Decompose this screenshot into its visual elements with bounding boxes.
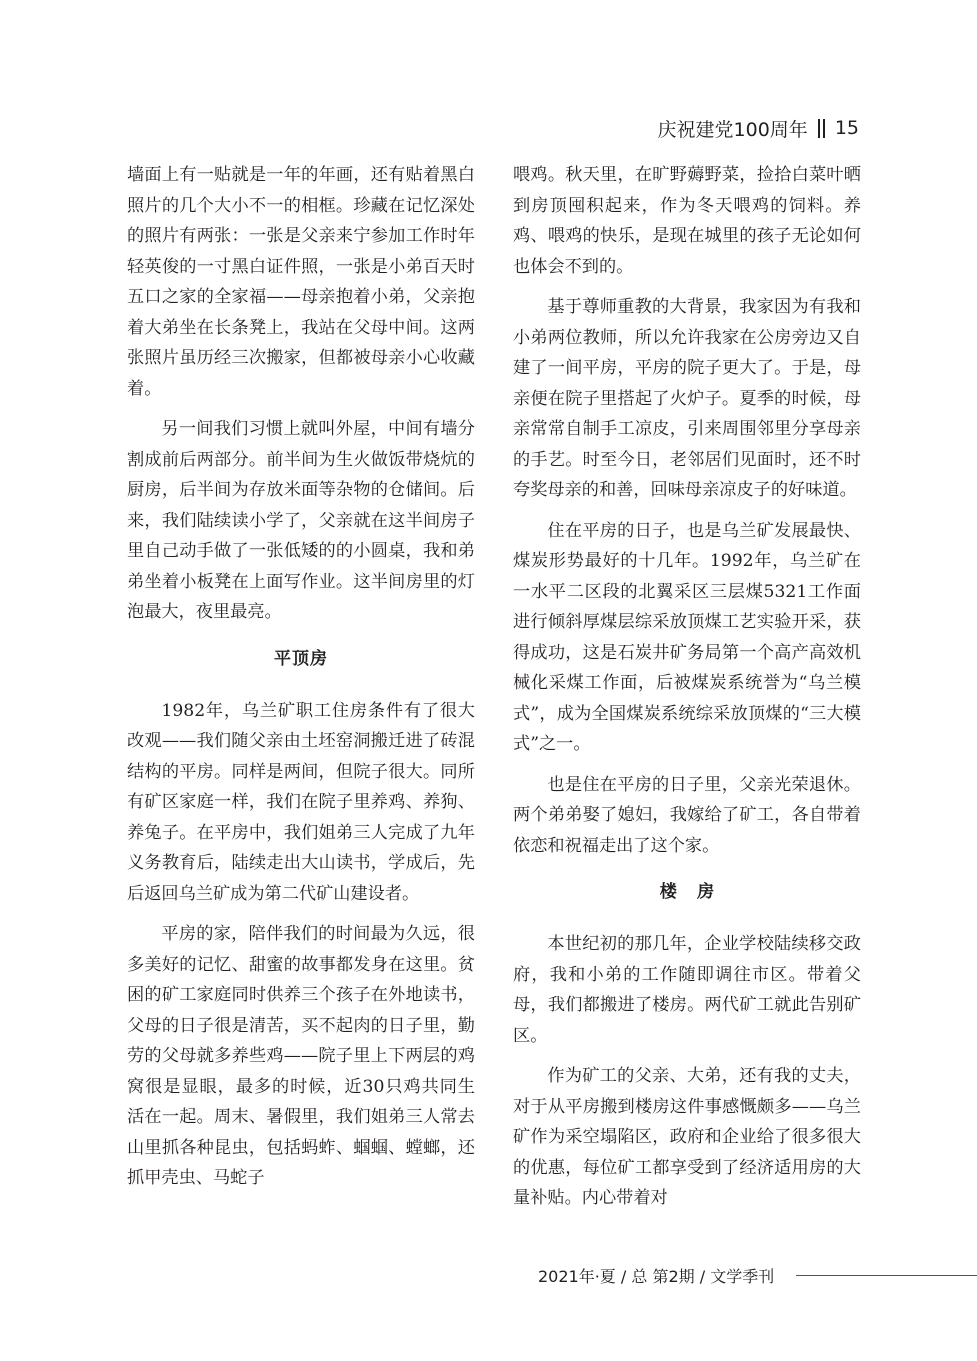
paragraph: 墙面上有一贴就是一年的年画，还有贴着黑白照片的几个大小不一的相框。珍藏在记忆深处的照片有两张：一张是父亲来宁参加工作时年轻英俊的一寸黑白证件照，一张是小弟百天时五口之家的全家福——母亲抱着小弟，父亲抱着大弟坐在长条凳上，我站在父母中间。这两张照片虽历经三次搬家，但都被母亲小心收藏着。 — [127, 165, 475, 399]
paragraph: 喂鸡。秋天里，在旷野薅野菜，捡拾白菜叶晒到房顶囤积起来，作为冬天喂鸡的饲料。养鸡、喂鸡的快乐，是现在城里的孩子无论如何也体会不到的。 — [513, 165, 861, 277]
header-separator — [818, 119, 825, 138]
paragraph: 1982年，乌兰矿职工住房条件有了很大改观——我们随父亲由土坯窑洞搬迁进了砖混结构的平房。同样是两间，但院子很大。同所有矿区家庭一样，我们在院子里养鸡、养狗、养兔子。在平房中，我们姐弟三人完成了九年义务教育后，陆续走出大山读书，学成后，先后返回乌兰矿成为第二代矿山建设者。 — [127, 700, 475, 904]
right-column — [513, 160, 861, 1224]
paragraph: 也是住在平房的日子里，父亲光荣退休。两个弟弟娶了媳妇，我嫁给了矿工，各自带着依恋和祝福走出了这个家。 — [513, 774, 861, 856]
paragraph: 另一间我们习惯上就叫外屋，中间有墙分割成前后两部分。前半间为生火做饭带烧炕的厨房，后半间为存放米面等杂物的仓储间。后来，我们陆续读小学了，父亲就在这半间房子里自己动手做了一张低矮的的小圆桌，我和弟弟坐着小板凳在上面写作业。这半间房里的灯泡最大，夜里最亮。 — [127, 419, 475, 622]
page-number: 15 — [834, 117, 859, 139]
paragraph: 本世纪初的那几年，企业学校陆续移交政府，我和小弟的工作随即调往市区。带着父母，我们都搬进了楼房。两代矿工就此告别矿区。 — [513, 934, 861, 1046]
paragraph: 住在平房的日子，也是乌兰矿发展最快、煤炭形势最好的十几年。1992年，乌兰矿在一水平二区段的北翼采区三层煤5321工作面进行倾斜厚煤层综采放顶煤工艺实验开采，获得成功，这是石炭井矿务局第一个高产高效机械化采煤工作面，后被煤炭系统誉为“乌兰模式”，成为全国煤炭系统综采放顶煤的“三大模式”之一。 — [513, 520, 861, 754]
left-column — [127, 160, 475, 1204]
section-heading-pingdingfang: 平顶房 — [274, 648, 328, 669]
running-header — [658, 114, 859, 142]
paragraph: 作为矿工的父亲、大弟，还有我的丈夫，对于从平房搬到楼房这件事感慨颇多——乌兰矿作为采空塌陷区，政府和企业给了很多很大的优惠，每位矿工都享受到了经济适用房的大量补贴。内心带着对 — [513, 1066, 861, 1208]
footer-rule — [796, 1275, 977, 1276]
issue-line: 2021年·夏 / 总 第2期 / 文学季刊 — [538, 1266, 775, 1286]
section-title: 庆祝建党100周年 — [657, 118, 808, 141]
section-heading-loufang: 楼房 — [659, 882, 735, 902]
running-footer — [538, 1263, 977, 1287]
paragraph: 平房的家，陪伴我们的时间最为久远，很多美好的记忆、甜蜜的故事都发身在这里。贫困的矿工家庭同时供养三个孩子在外地读书，父母的日子很是清苦，买不起肉的日子里，勤劳的父母就多养些鸡——院子里上下两层的鸡窝很是显眼，最多的时候，近30只鸡共同生活在一起。周末、暑假里，我们姐弟三人常去山里抓各种昆虫，包括蚂蚱、蝈蝈、螳螂，还抓甲壳虫、马蛇子 — [127, 924, 475, 1188]
paragraph: 基于尊师重教的大背景，我家因为有我和小弟两位教师，所以允许我家在公房旁边又自建了一间平房，平房的院子更大了。于是，母亲便在院子里搭起了火炉子。夏季的时候，母亲常常自制手工凉皮，引来周围邻里分享母亲的手艺。时至今日，老邻居们见面时，还不时夸奖母亲的和善，回味母亲凉皮子的好味道。 — [513, 297, 861, 500]
